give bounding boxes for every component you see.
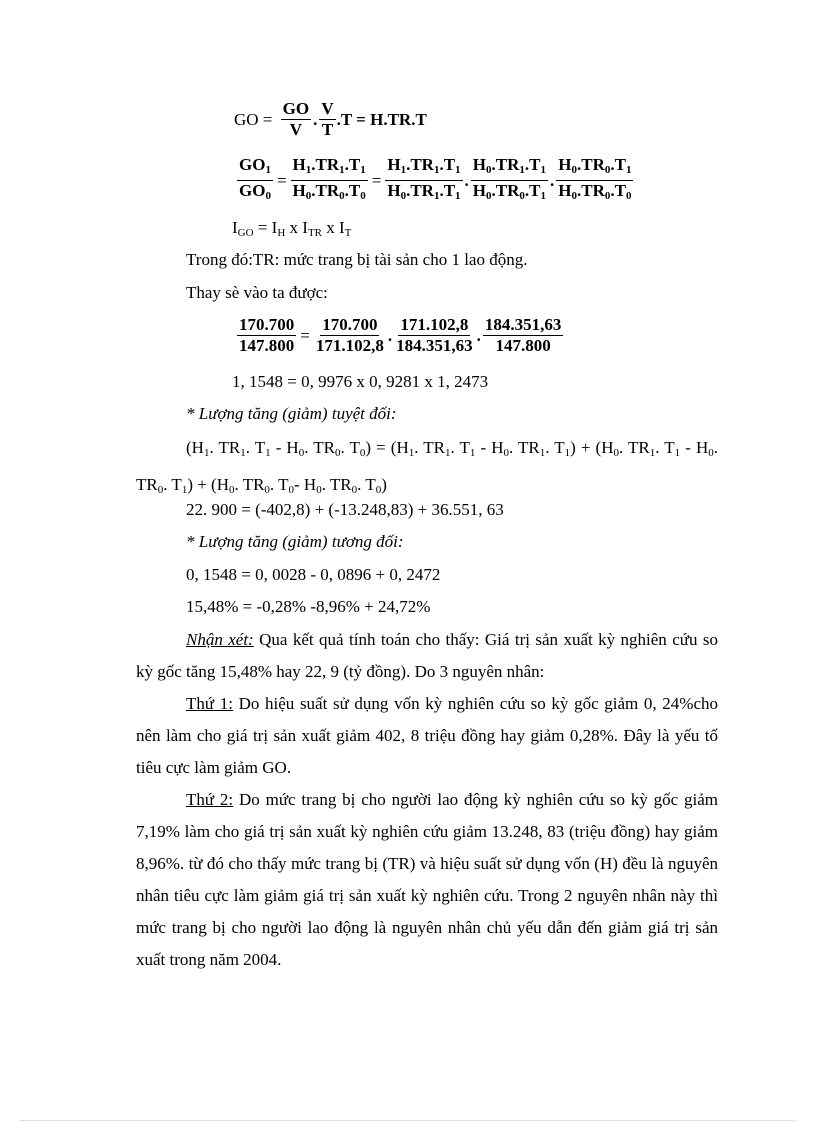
fraction-numerator: 170.700 [239,315,295,334]
index-result-line: 1, 1548 = 0, 9976 x 0, 9281 x 1, 2473 [232,372,489,391]
formula-go: GO = $\frac{GO}{V}$ . $\frac{V}{T}$ .T = H.TR.T [234,99,427,139]
relative-change-heading: * Lượng tăng (giảm) tương đối: [186,532,404,551]
formula-index-product: $I_{GO} = I_H$ x $I_{TR}$ x $I_T$ [232,218,352,239]
fraction-numerator: V [321,99,334,118]
fraction-numeric-b [394,316,475,355]
paragraph-nhan-xet [136,624,718,688]
formula-go-lhs: GO = [234,109,273,129]
formula-index-ratio: $\frac{GO_1}{GO_0}$ = $\frac{H_1.TR_1.T_1}{H_0.TR_0.T_0}$ = $\frac{H_1.TR_1.T_1}{H_0.TR_1.T_1}$ . $\frac{H_0.TR_1.T_1}{H_0.TR_0.T_1}$ . $\frac{H_0.TR_0.T_1}{H_0.TR_0.T_0}$ [236,156,634,205]
fraction-denominator: 147.800 [495,336,551,355]
formula-go-tail: .T = H.TR.T [336,109,427,129]
fraction-go-v [281,100,311,139]
thay-so-text: Thay sè vào ta được: [186,283,328,302]
relative-change-percent: 15,48% = -0,28% -8,96% + 24,72% [186,597,431,616]
fraction-numerator: GO [282,99,310,118]
thu-1-label: Thứ 1: [186,694,233,713]
absolute-change-values: 22. 900 = (-402,8) + (-13.248,83) + 36.551, 63 [186,500,504,519]
fraction-term-3: $\frac{H_0.TR_1.T_1}{H_0.TR_0.T_1}$ [472,155,546,202]
paragraph-thu-1 [136,688,718,784]
trong-do-text: Trong đó:TR: mức trang bị tài sản cho 1 lao động. [186,250,528,269]
fraction-numeric-lhs [237,316,296,355]
absolute-change-equation: ($H_1$. $TR_1$. $T_1 - H_0$. $TR_0$. $T_0) = (H_1$. $TR_1$. $T_1 - H_0$. $TR_1$. $T_1) + (H_0$. $TR_1$. $T_1 - H_0$. $TR_0$. $T_1) + (H_0$. $TR_0$. $T_0-$ $H_0$. $TR_0$. $T_0$) [136,438,718,496]
fraction-numeric-c [483,316,564,355]
fraction-denominator: 184.351,63 [396,336,473,355]
page-footer-divider [20,1120,796,1121]
nhan-xet-body: Qua kết quả tính toán cho thấy: Giá trị sản xuất kỳ nghiên cứu so kỳ gốc tăng 15,48% hay 22, 9 (tỷ đồng). Do 3 nguyên nhân: [136,630,718,681]
thu-2-label: Thứ 2: [186,790,234,809]
fraction-numeric-a [314,316,386,355]
absolute-change-heading: * Lượng tăng (giảm) tuyệt đối: [186,404,397,423]
formula-numeric: $\frac{170.700}{147.800}$ = $\frac{170.700}{171.102,8}$ . $\frac{171.102,8}{184.351,63}$ . $\frac{184.351,63}{147.800}$ [239,315,562,355]
paragraph-thu-2 [136,784,718,976]
fraction-denominator: V [289,120,303,139]
relative-change-values: 0, 1548 = 0, 0028 - 0, 0896 + 0, 2472 [186,565,441,584]
nhan-xet-label: Nhận xét: [186,630,254,649]
thu-2-body: Do mức trang bị cho người lao động kỳ nghiên cứu so kỳ gốc giảm 7,19% làm cho giá trị sản xuất kỳ nghiên cứu giảm 13.248, 83 (triệu đồng) hay giảm 8,96%. từ đó cho thấy mức trang bị (TR) và hiệu suất sử dụng vốn (H) đều là nguyên nhân tiêu cực làm giảm giá trị sản xuất kỳ nghiên cứu. Trong 2 nguyên nhân này thì mức trang bị cho người lao động là nguyên nhân chủ yếu dẫn đến giảm giá trị sản xuất trong năm 2004. [136,790,718,969]
fraction-v-t [319,100,335,139]
fraction-term-1: $\frac{H_1.TR_1.T_1}{H_0.TR_0.T_0}$ [292,155,366,202]
fraction-numerator: 171.102,8 [400,315,469,334]
fraction-term-4: $\frac{H_0.TR_0.T_1}{H_0.TR_0.T_0}$ [558,155,632,202]
fraction-term-2: $\frac{H_1.TR_1.T_1}{H_0.TR_1.T_1}$ [387,155,461,202]
fraction-numerator: 170.700 [322,315,378,334]
fraction-go1-go0: $\frac{GO_1}{GO_0}$ [239,155,271,202]
thu-1-body: Do hiệu suất sử dụng vốn kỳ nghiên cứu so kỳ gốc giảm 0, 24%cho nên làm cho giá trị sản xuất giảm 402, 8 triệu đồng hay giảm 0,28%. Đây là yếu tố tiêu cực làm giảm GO. [136,694,718,777]
fraction-denominator: 171.102,8 [315,336,384,355]
fraction-denominator: 147.800 [239,336,295,355]
fraction-denominator: T [321,120,334,139]
fraction-numerator: 184.351,63 [484,315,562,334]
